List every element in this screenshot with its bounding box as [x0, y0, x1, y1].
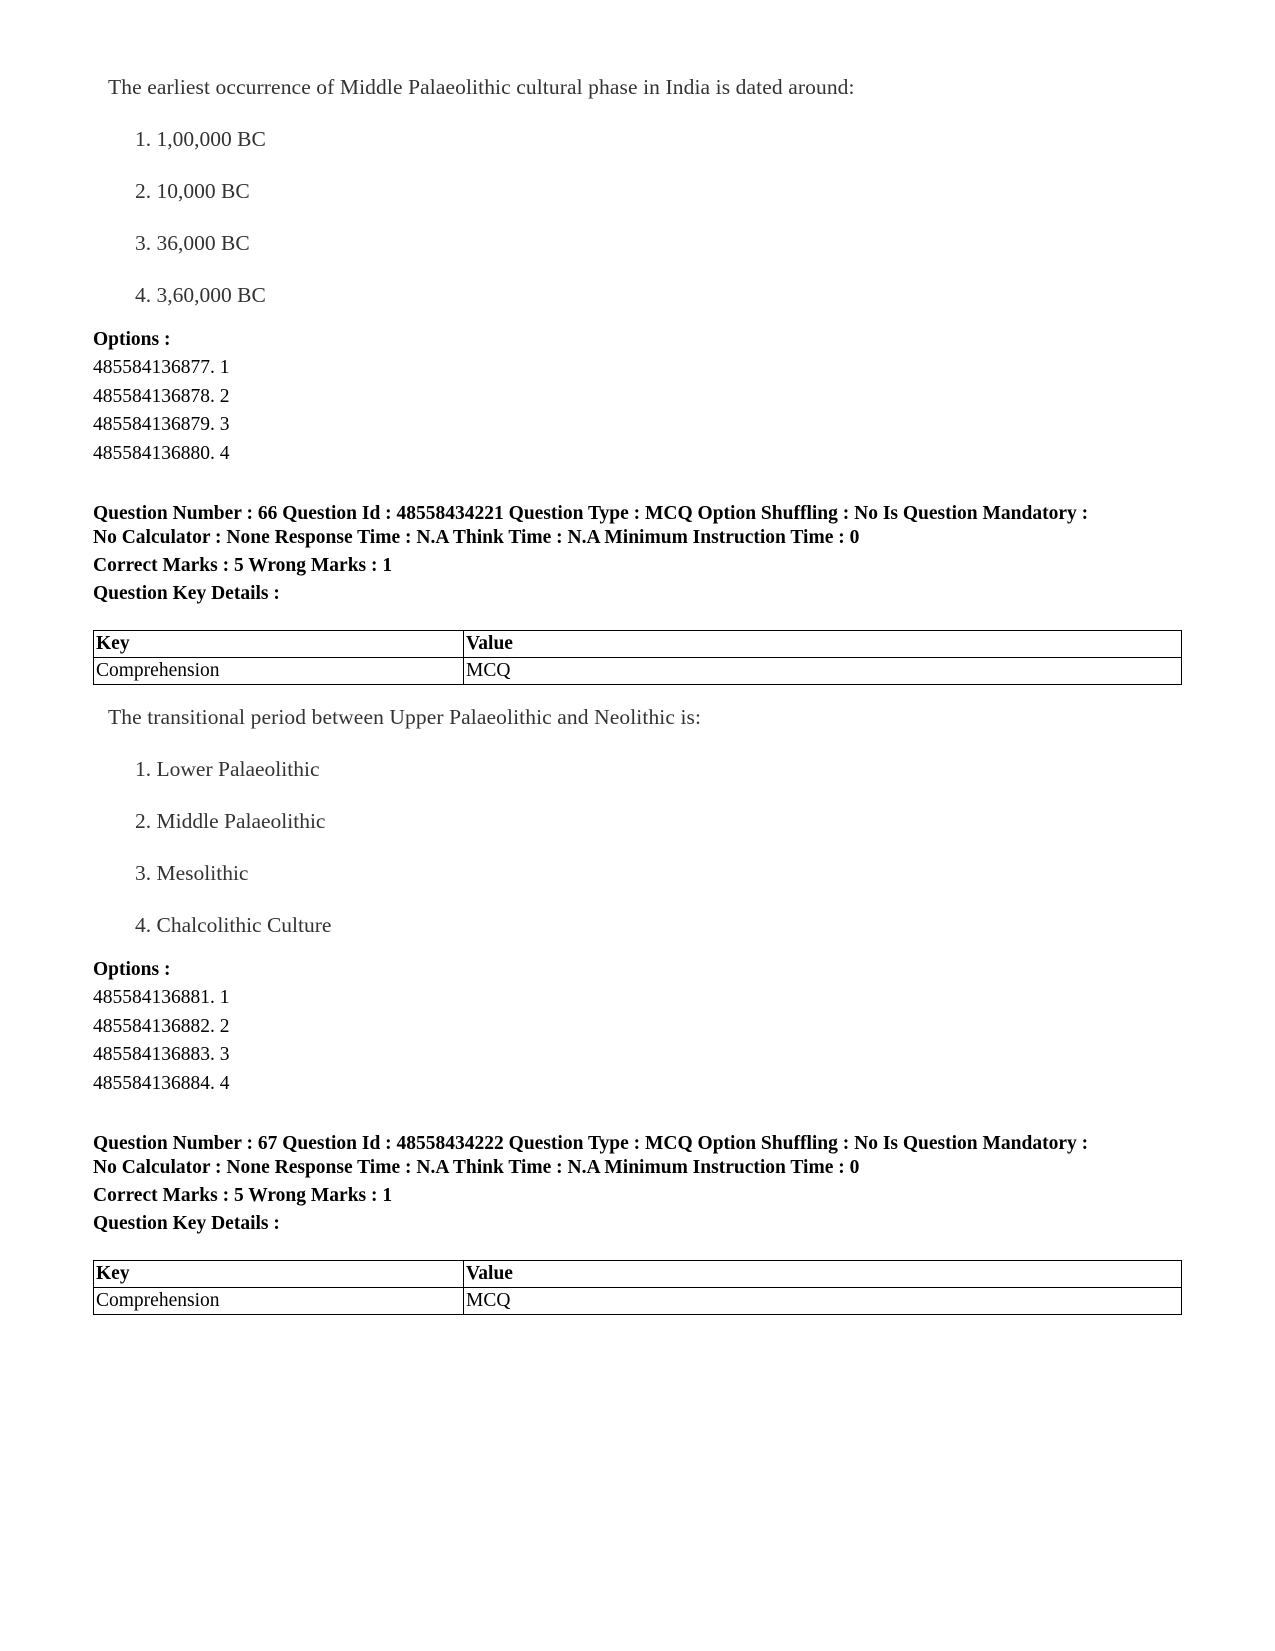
table-header-row: [94, 1261, 1182, 1288]
choice-item: 1. Lower Palaeolithic: [135, 757, 320, 781]
meta-line: No Calculator : None Response Time : N.A Think Time : N.A Minimum Instruction Time : 0: [93, 1157, 860, 1178]
meta-line: Question Number : 67 Question Id : 48558434222 Question Type : MCQ Option Shuffling : No Is Question Mandatory :: [93, 1133, 1089, 1154]
table-row: [94, 658, 1182, 685]
marks-line: Correct Marks : 5 Wrong Marks : 1: [93, 555, 393, 576]
table-header-row: [94, 631, 1182, 658]
question-stem: The earliest occurrence of Middle Palaeolithic cultural phase in India is dated around:: [108, 75, 855, 99]
choice-item: 4. 3,60,000 BC: [135, 283, 266, 307]
option-item: 485584136879. 3: [93, 414, 230, 435]
options-heading: Options :: [93, 959, 171, 980]
option-item: 485584136878. 2: [93, 385, 230, 407]
options-list: [93, 326, 230, 468]
choice-item: 4. Chalcolithic Culture: [135, 913, 332, 937]
option-item: 485584136882. 2: [93, 1015, 230, 1037]
option-item: 485584136877. 1: [93, 357, 230, 378]
table-cell: MCQ: [464, 1288, 1182, 1315]
question-image-65: [108, 72, 1008, 307]
table-cell: Comprehension: [94, 658, 464, 685]
marks-line: Correct Marks : 5 Wrong Marks : 1: [93, 1185, 393, 1206]
choice-item: 3. 36,000 BC: [135, 231, 250, 255]
option-item: 485584136883. 3: [93, 1044, 230, 1065]
option-item: 485584136884. 4: [93, 1072, 230, 1094]
question-stem: The transitional period between Upper Palaeolithic and Neolithic is:: [108, 705, 702, 729]
table-header-value: Value: [464, 631, 1182, 658]
question-key-table: [93, 1260, 1182, 1315]
key-details-heading: Question Key Details :: [93, 1213, 280, 1234]
meta-line: Question Number : 66 Question Id : 48558434221 Question Type : MCQ Option Shuffling : No Is Question Mandatory :: [93, 503, 1089, 524]
table-header-key: Key: [94, 1261, 464, 1288]
question-meta-66: [93, 502, 1193, 606]
option-item: 485584136880. 4: [93, 442, 230, 464]
choice-item: 2. Middle Palaeolithic: [135, 809, 326, 833]
choice-item: 1. 1,00,000 BC: [135, 127, 266, 151]
table-cell: MCQ: [464, 658, 1182, 685]
table-header-key: Key: [94, 631, 464, 658]
key-details-heading: Question Key Details :: [93, 583, 280, 604]
table-header-value: Value: [464, 1261, 1182, 1288]
options-heading: Options :: [93, 329, 171, 350]
question-meta-67: [93, 1132, 1193, 1236]
choice-item: 3. Mesolithic: [135, 861, 249, 885]
table-cell: Comprehension: [94, 1288, 464, 1315]
table-row: [94, 1288, 1182, 1315]
options-list: [93, 956, 230, 1098]
question-key-table: [93, 630, 1182, 685]
option-item: 485584136881. 1: [93, 987, 230, 1008]
question-image-66: [108, 702, 1008, 937]
choice-item: 2. 10,000 BC: [135, 179, 250, 203]
meta-line: No Calculator : None Response Time : N.A Think Time : N.A Minimum Instruction Time : 0: [93, 527, 860, 548]
